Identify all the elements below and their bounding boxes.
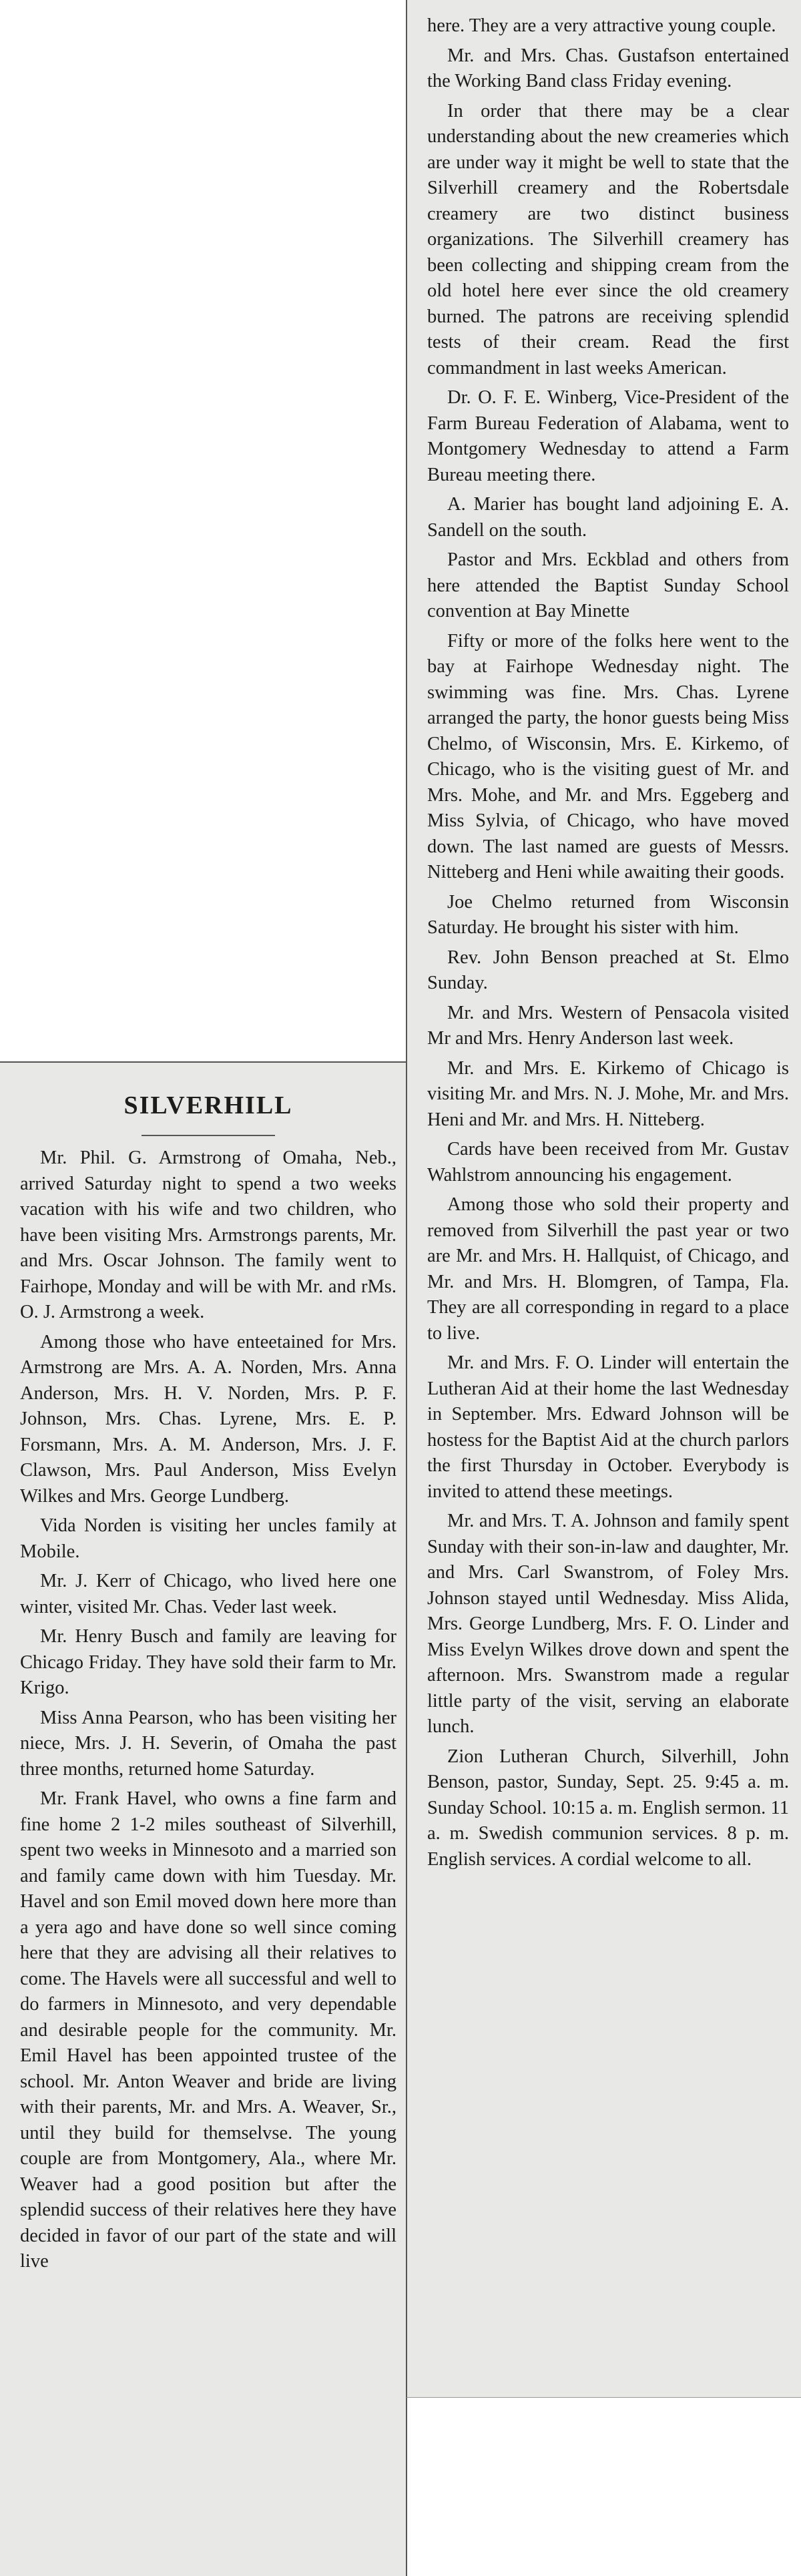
news-item: In order that there may be a clear understanding about the new creameries which are under way it might be well to state that the Silverhill creamery and the Robertsdale creamery are two distinct business organizations. The Silverhill creamery has been collecting and shipping cream from the old hotel here ever since the old creamery burned. The patrons are receiving splendid tests of their cream. Read the first commandment in last weeks American.	[427, 100, 789, 378]
news-item: Among those who sold their property and removed from Silverhill the past year or two are Mr. and Mrs. H. Hallquist, of Chicago, and Mr. and Mrs. H. Blomgren, of Tampa, Fla. They are all corresponding in regard to a place to live.	[427, 1194, 789, 1344]
news-item-continuation: here. They are a very attractive young couple.	[427, 15, 776, 36]
news-item: Mr. Frank Havel, who owns a fine farm and fine home 2 1-2 miles southeast of Silverhill, spent two weeks in Minnesoto and a married son and family came down with him Tuesday. Mr. Havel and son Emil moved down here more than a yera ago and have done so well since coming here that they are advising all their relatives to come. The Havels were all successful and well to do farmers in Minnesoto, and very dependable and desirable people for the community. Mr. Emil Havel has been appointed trustee of the school. Mr. Anton Weaver and bride are living with their parents, Mr. and Mrs. A. Weaver, Sr., until they build for themselvse. The young couple are from Montgomery, Ala., where Mr. Weaver had a good position but after the splendid success of their relatives here they have decided in favor of our part of the state and will live	[20, 1788, 396, 2272]
right-column	[406, 0, 801, 2398]
news-item: Pastor and Mrs. Eckblad and others from here attended the Baptist Sunday School convention at Bay Minette	[427, 549, 789, 621]
news-item: Mr. Phil. G. Armstrong of Omaha, Neb., arrived Saturday night to spend a two weeks vacation with his wife and two children, who have been visiting Mrs. Armstrongs parents, Mr. and Mrs. Oscar Johnson. The family went to Fairhope, Monday and will be with Mr. and rMs. O. J. Armstrong a week.	[20, 1147, 396, 1322]
news-item: Mr. Henry Busch and family are leaving for Chicago Friday. They have sold their farm to Mr. Krigo.	[20, 1626, 396, 1698]
news-item: Among those who have enteetained for Mrs. Armstrong are Mrs. A. A. Norden, Mrs. Anna Anderson, Mrs. H. V. Norden, Mrs. P. F. Johnson, Mrs. Chas. Lyrene, Mrs. E. P. Forsmann, Mrs. A. M. Anderson, Mrs. J. F. Clawson, Mrs. Paul Anderson, Miss Evelyn Wilkes and Mrs. George Lundberg.	[20, 1331, 396, 1507]
news-item: Mr. J. Kerr of Chicago, who lived here one winter, visited Mr. Chas. Veder last week.	[20, 1571, 396, 1617]
news-item: Dr. O. F. E. Winberg, Vice-President of the Farm Bureau Federation of Alabama, went to Montgomery Wednesday to attend a Farm Bureau meeting there.	[427, 387, 789, 485]
news-item: Mr. and Mrs. T. A. Johnson and family spent Sunday with their son-in-law and daughter, Mr. and Mrs. Carl Swanstrom, of Foley Mrs. Johnson stayed until Wednesday. Miss Alida, Mrs. George Lundberg, Mrs. F. O. Linder and Miss Evelyn Wilkes drove down and spent the afternoon. Mrs. Swanstrom made a regular little party of the visit, serving an elaborate lunch.	[427, 1511, 789, 1737]
column-heading: SILVERHILL	[123, 1091, 293, 1119]
news-item: Vida Norden is visiting her uncles family at Mobile.	[20, 1515, 396, 1562]
left-column	[0, 1061, 407, 2576]
news-item: Fifty or more of the folks here went to the bay at Fairhope Wednesday night. The swimming was fine. Mrs. Chas. Lyrene arranged the party, the honor guests being Miss Chelmo, of Wisconsin, Mrs. E. Kirkemo, of Chicago, who is the visiting guest of Mr. and Mrs. Mohe, and Mr. and Mrs. Eggeberg and Miss Sylvia, of Chicago, who have moved down. The last named are guests of Messrs. Nitteberg and Heni while awaiting their goods.	[427, 630, 789, 882]
news-item: Mr. and Mrs. F. O. Linder will entertain the Lutheran Aid at their home the last Wednesday in September. Mrs. Edward Johnson will be hostess for the Baptist Aid at the church parlors the first Thursday in October. Everybody is invited to attend these meetings.	[427, 1352, 789, 1502]
news-item: Mr. and Mrs. Chas. Gustafson entertained the Working Band class Friday evening.	[427, 45, 789, 91]
news-item: Mr. and Mrs. E. Kirkemo of Chicago is visiting Mr. and Mrs. N. J. Mohe, Mr. and Mrs. Heni and Mr. and Mrs. H. Nitteberg.	[427, 1057, 789, 1130]
news-item: Mr. and Mrs. Western of Pensacola visited Mr and Mrs. Henry Anderson last week.	[427, 1002, 789, 1049]
heading-rule	[142, 1135, 275, 1136]
news-item: Joe Chelmo returned from Wisconsin Saturday. He brought his sister with him.	[427, 891, 789, 938]
news-item: Zion Lutheran Church, Silverhill, John Benson, pastor, Sunday, Sept. 25. 9:45 a. m. Sunday School. 10:15 a. m. English sermon. 11 a. m. Swedish communion services. 8 p. m. English services. A cordial welcome to all.	[427, 1746, 789, 1870]
news-item: Rev. John Benson preached at St. Elmo Sunday.	[427, 947, 789, 993]
news-item: Cards have been received from Mr. Gustav Wahlstrom announcing his engagement.	[427, 1139, 789, 1186]
news-item: A. Marier has bought land adjoining E. A. Sandell on the south.	[427, 494, 789, 541]
news-item: Miss Anna Pearson, who has been visiting her niece, Mrs. J. H. Severin, of Omaha the past three months, returned home Saturday.	[20, 1707, 396, 1780]
